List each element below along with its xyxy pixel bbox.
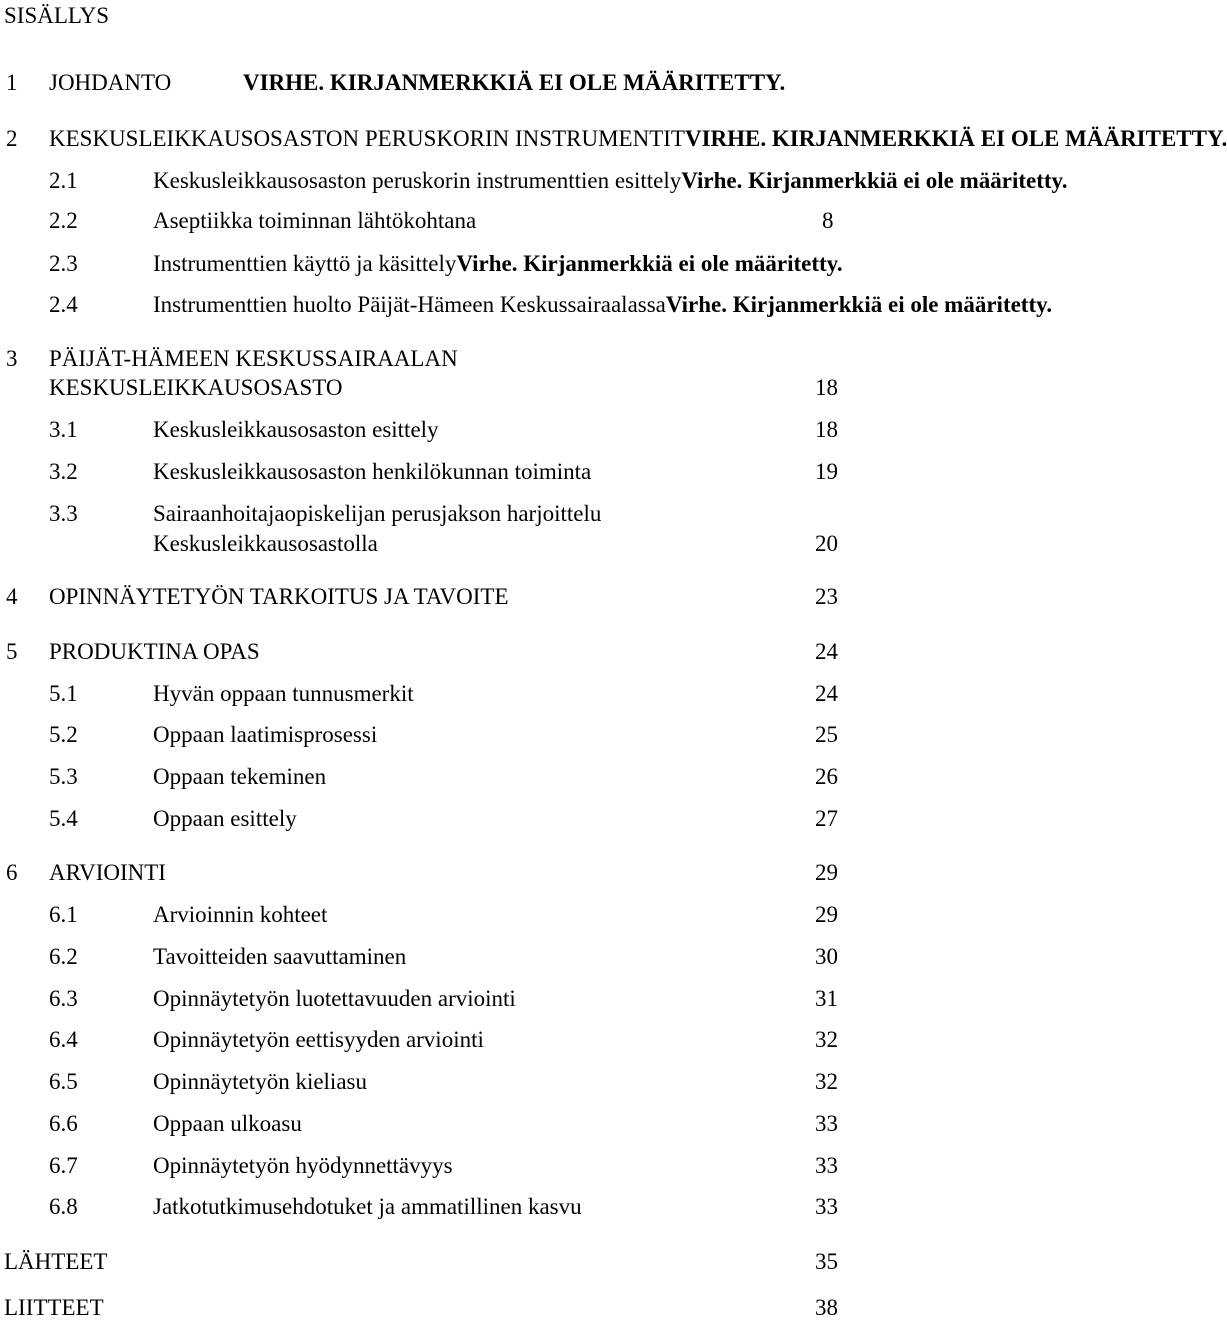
entry-title: Oppaan tekeminen [153,764,327,789]
bookmark-error: Virhe. Kirjanmerkkiä ei ole määritetty. [665,292,1053,317]
entry-title: Keskusleikkausosaston peruskorin instrumenttien esittelyVirhe. Kirjanmerkkiä ei ole määritetty. [153,168,1068,193]
bookmark-error: VIRHE. KIRJANMERKKIÄ EI OLE MÄÄRITETTY. [243,70,786,95]
entry-page: 24 [815,681,838,706]
entry-title: Opinnäytetyön luotettavuuden arviointi [153,986,516,1011]
entry-page: 23 [815,584,838,609]
entry-page: 32 [815,1069,838,1094]
entry-title: Hyvän oppaan tunnusmerkit [153,681,414,706]
bookmark-error: VIRHE. KIRJANMERKKIÄ EI OLE MÄÄRITETTY. [684,126,1227,151]
entry-number: 1 [6,70,18,95]
entry-page: 31 [815,986,838,1011]
entry-number: 2.1 [49,168,78,193]
entry-title: Opinnäytetyön hyödynnettävyys [153,1153,453,1178]
entry-page: 38 [815,1295,838,1320]
entry-title: Oppaan esittely [153,806,297,831]
entry-page: 26 [815,764,838,789]
entry-number: 4 [6,584,18,609]
bookmark-error: Virhe. Kirjanmerkkiä ei ole määritetty. [456,251,843,276]
entry-page: 27 [815,806,838,831]
entry-title: Oppaan ulkoasu [153,1111,302,1136]
entry-title: KESKUSLEIKKAUSOSASTON PERUSKORIN INSTRUMENTITVIRHE. KIRJANMERKKIÄ EI OLE MÄÄRITETTY. [49,126,1227,151]
bookmark-error: Virhe. Kirjanmerkkiä ei ole määritetty. [681,168,1068,193]
entry-page: 24 [815,639,838,664]
entry-number: 3.2 [49,459,78,484]
entry-number: 6.2 [49,944,78,969]
entry-title-continued: KESKUSLEIKKAUSOSASTO [49,375,343,400]
entry-number: 5.1 [49,681,78,706]
entry-title: Keskusleikkausosaston esittely [153,417,439,442]
entry-page: 29 [815,902,838,927]
entry-title: Instrumenttien huolto Päijät-Hämeen KeskussairaalassaVirhe. Kirjanmerkkiä ei ole määritetty. [153,292,1053,317]
entry-title-continued: Keskusleikkausosastolla [153,531,378,556]
entry-number: 6 [6,860,18,885]
entry-number: 3.1 [49,417,78,442]
entry-number: 2 [6,126,18,151]
entry-number: 5.4 [49,806,78,831]
entry-number: 2.2 [49,208,78,233]
entry-page: 18 [815,417,838,442]
entry-number: 2.3 [49,251,78,276]
entry-page: 18 [815,375,838,400]
entry-page: 19 [815,459,838,484]
entry-number: 6.6 [49,1111,78,1136]
entry-title: LIITTEET [4,1295,104,1320]
entry-page: 33 [815,1153,838,1178]
entry-title: Sairaanhoitajaopiskelijan perusjakson harjoittelu [153,501,602,526]
entry-number: 6.1 [49,902,78,927]
entry-page: 20 [815,531,838,556]
entry-page: 8 [822,208,834,233]
entry-number: 3 [6,346,18,371]
entry-title: Opinnäytetyön kieliasu [153,1069,367,1094]
entry-page: 33 [815,1111,838,1136]
entry-title: Tavoitteiden saavuttaminen [153,944,407,969]
entry-title: Arvioinnin kohteet [153,902,328,927]
entry-number: 3.3 [49,501,78,526]
entry-number: 6.3 [49,986,78,1011]
entry-number: 6.5 [49,1069,78,1094]
entry-page: 30 [815,944,838,969]
entry-page: 33 [815,1194,838,1219]
entry-title: Keskusleikkausosaston henkilökunnan toiminta [153,459,592,484]
entry-number: 5.2 [49,722,78,747]
entry-title: ARVIOINTI [49,860,166,885]
entry-number: 5 [6,639,18,664]
entry-title: JOHDANTO [49,70,172,95]
entry-title: PÄIJÄT-HÄMEEN KESKUSSAIRAALAN [49,346,458,371]
entry-number: 6.7 [49,1153,78,1178]
entry-page: 35 [815,1249,838,1274]
entry-title: Jatkotutkimusehdotuket ja ammatillinen kasvu [153,1194,582,1219]
page-title: SISÄLLYS [4,3,110,28]
entry-number: 5.3 [49,764,78,789]
entry-page: 32 [815,1027,838,1052]
entry-title: Opinnäytetyön eettisyyden arviointi [153,1027,484,1052]
entry-title: Aseptiikka toiminnan lähtökohtana [153,208,477,233]
entry-title: OPINNÄYTETYÖN TARKOITUS JA TAVOITE [49,584,509,609]
entry-page: 29 [815,860,838,885]
entry-number: 2.4 [49,292,78,317]
entry-title: LÄHTEET [4,1249,108,1274]
entry-page: 25 [815,722,838,747]
entry-title: Oppaan laatimisprosessi [153,722,378,747]
entry-title: Instrumenttien käyttö ja käsittelyVirhe. Kirjanmerkkiä ei ole määritetty. [153,251,843,276]
entry-number: 6.4 [49,1027,78,1052]
entry-number: 6.8 [49,1194,78,1219]
entry-title: PRODUKTINA OPAS [49,639,260,664]
